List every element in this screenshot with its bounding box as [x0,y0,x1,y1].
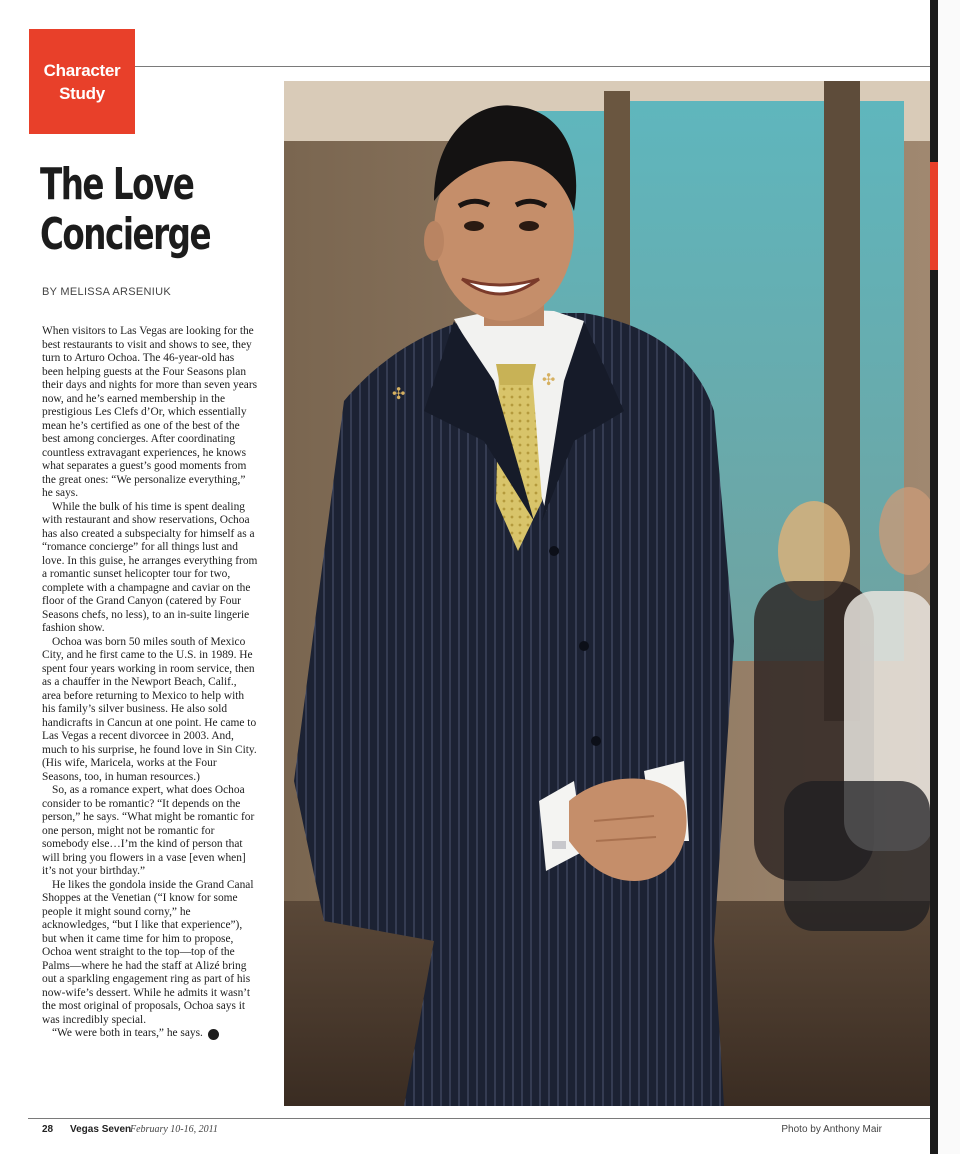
section-badge-line2: Study [59,83,105,103]
right-eye [519,221,539,231]
portrait-illustration [284,81,930,1106]
page-number: 28 [42,1124,54,1135]
left-ear [424,221,444,261]
paragraph: He likes the gondola inside the Grand Canal Shoppes at the Venetian (“I know for some people it might sound corny,” he acknowledges, “but I like that experience”), but when it came time for him to propose, Ochoa went straight to the top—top of the Palms—where he had the staff at Alizé bring out a sparkling engagement ring as part of his now-wife’s dessert. While he admits it wasn’t the most original of proposals, Ochoa says it was incredibly special. [42,878,254,1026]
cufflink [552,841,566,849]
portrait-photo [284,81,930,1106]
article-headline [40,160,210,260]
tie-knot [496,364,536,385]
left-eye [464,221,484,231]
jacket-button [579,641,589,651]
page-footer [42,1124,882,1138]
headline-line1: The Love [40,159,194,210]
final-paragraph-text: “We were both in tears,” he says. [52,1027,203,1039]
lapel-pin-left: ✣ [392,384,406,403]
section-badge-line1: Character [43,60,121,80]
lapel-pin-right: ✣ [542,370,556,389]
background-legs [784,781,930,931]
page-edge [938,0,960,1154]
paragraph: When visitors to Las Vegas are looking for the best restaurants to visit and shows to see, they turn to Arturo Ochoa. The 46-year-old has been helping guests at the Four Seasons plan their days and nights for more than seven years now, and he’s earned membership in the prestigious Les Clefs d’Or, which essentially mean he’s certified as one of the best of the best among concierges. After coordinating countless extravagant experiences, he knows what separates a guest’s good moments from the great ones: “We personalize everything,” he says. [42,325,258,499]
headline-line2: Concierge [40,209,211,260]
jacket-button [591,736,601,746]
photo-credit: Photo by Anthony Mair [781,1124,882,1135]
top-rule [134,66,930,67]
paragraph-final [42,1027,258,1041]
paragraph: Ochoa was born 50 miles south of Mexico City, and he first came to the U.S. in 1989. He spent four years working in room service, then as a chauffer in the Newport Beach, Calif., area before returning to Mexico to help with his family’s silver business. He also sold handicrafts in Cancun at one point. He came to Las Vegas a recent divorcee in 2003. And, much to his surprise, he found love in Sin City. (His wife, Maricela, works at the Four Seasons, too, in human resources.) [42,635,257,783]
jacket-button [549,546,559,556]
publication-name: Vegas Seven [70,1124,132,1135]
bottom-rule [28,1118,930,1119]
article-body [42,325,258,1041]
section-badge [29,29,135,134]
paragraph: While the bulk of his time is spent dealing with restaurant and show reservations, Ochoa has also created a subspecialty for himself as a “romance concierge” for all things lust and love. In this guise, he arranges everything from a romantic sunset helicopter tour for two, complete with a champagne and caviar on the floor of the Grand Canyon (catered by Four Seasons chefs, no less), to an in-suite lingerie fashion show. [42,500,258,634]
end-mark-icon: 7 [208,1029,219,1040]
spine-accent-bar [930,162,938,270]
byline: BY MELISSA ARSENIUK [42,286,171,298]
issue-date: February 10-16, 2011 [130,1124,218,1135]
paragraph: So, as a romance expert, what does Ochoa consider to be romantic? “It depends on the person,” he says. “What might be romantic for one person, might not be romantic for somebody else…I’m the kind of person that will bring you flowers in a vase [even when] it’s not your birthday.” [42,784,255,877]
